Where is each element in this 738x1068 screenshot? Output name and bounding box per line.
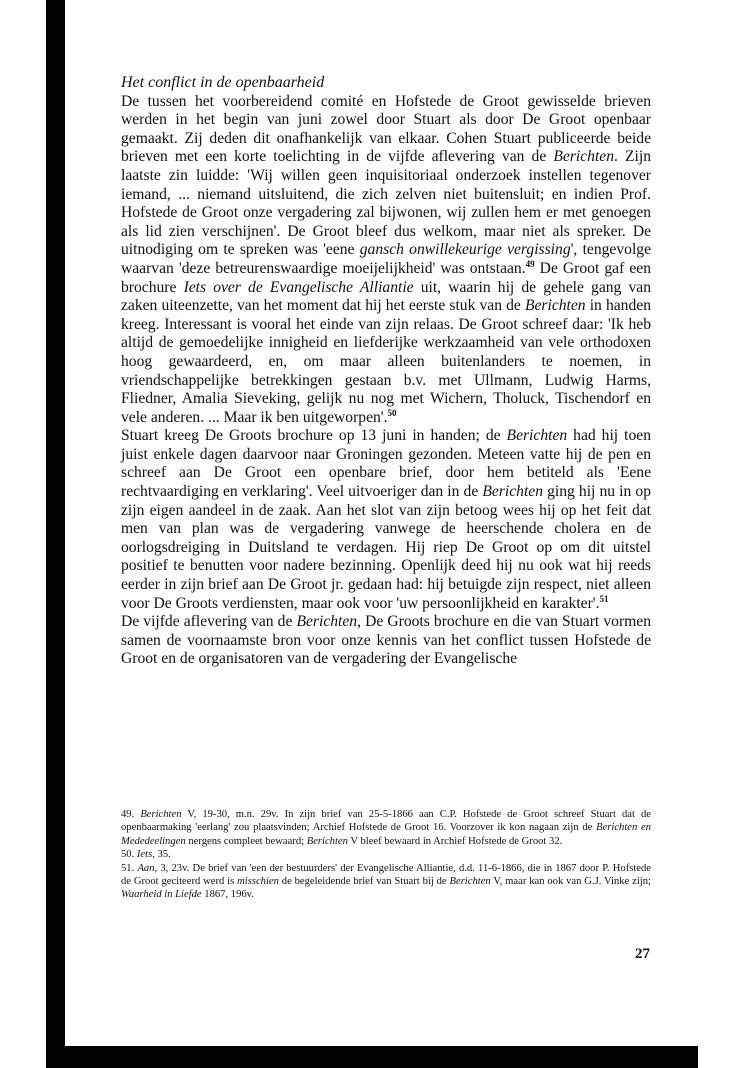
text-run: Stuart kreeg De Groots brochure op 13 juni in handen; de — [121, 427, 507, 445]
text-run: ging hij nu in op zijn eigen aandeel in de zaak. Aan het slot van zijn betoog wees hij op het feit dat men van plan was de vergadering vanwege de heerschende cholera en de oorlogsdreiging in Duitsland te verdagen. Hij riep De Groot op om dit uitstel positief te benutten voor nadere bezinning. Openlijk deed hij nu ook wat hij reeds eerder in zijn brief aan De Groot jr. gedaan had: hij betuigde zijn respect, niet alleen voor De Groots verdiensten, maar ook voor 'uw persoonlijkheid en karakter'. — [121, 483, 652, 612]
text-run: 49. — [121, 809, 141, 820]
text-run: , De Groots brochure en die van Stuart vormen samen de voornaamste bron voor onze kennis van het conflict tussen Hofstede de Groot en de organisatoren van de vergadering der Evangelische — [121, 613, 651, 668]
footnote-ref-50: 50 — [387, 407, 397, 418]
text-run: 51. — [121, 862, 138, 874]
italic-emphasis: misschien — [237, 876, 279, 888]
paragraph-1 — [121, 93, 651, 428]
scan-left-border — [46, 0, 65, 1068]
footnote-49 — [121, 808, 651, 848]
scan-bottom-border — [46, 1046, 698, 1068]
italic-title: Aan — [137, 862, 155, 874]
footnote-ref-51: 51 — [599, 593, 609, 604]
text-run: had hij toen juist enkele dagen daarvoor naar Groningen gezonden. Meteen vatte hij de pen en schreef aan De Groot een openbare brief, door hem betiteld als 'Eene rechtvaardiging en verklaring'. Veel uitvoeriger dan in de — [121, 427, 651, 501]
text-run: uit, waarin hij de gehele gang van zaken uiteenzette, van het moment dat hij het eerste stuk van de — [121, 278, 651, 315]
italic-quote: gansch onwillekeurige vergissing — [359, 241, 571, 259]
text-run: 50. — [121, 849, 137, 861]
italic-title: Berichten — [506, 427, 568, 445]
footnote-ref-49: 49 — [525, 258, 535, 269]
italic-title: Berichten en Mededeelingen — [121, 822, 652, 847]
text-run: 1867, 196v. — [201, 889, 254, 901]
text-run: de begeleidende brief van Stuart bij de — [278, 876, 450, 888]
text-run: ', tengevolge waarvan 'deze betreurenswaardige moeijelijkheid' was ontstaan. — [121, 241, 651, 277]
text-run: in handen kreeg. Interessant is vooral het einde van zijn relaas. De Groot schreef daar: 'Ik heb altijd de gemoedelijke innigheid en liefderijke werkzaamheid van vele orthodoxen hoog gewaardeerd, en, om maar alleen buitenlanders te noemen, in vriendschappelijke betrekkingen gestaan b.v. met Ullmann, Ludwig Harms, Fliedner, Amalia Sieveking, gelijk nu nog met Wichern, Tholuck, Tischendorf en vele anderen. ... Maar ik ben uitgeworpen'. — [121, 297, 651, 426]
text-run: De vijfde aflevering van de — [121, 613, 297, 631]
text-run: . Zijn laatste zin luidde: 'Wij willen geen inquisitoriaal onderzoek instellen tegenover iemand, ... niemand uitsluitend, die zich zelven niet buitensluit; en indien Prof. Hofstede de Groot onze vergadering zal bijwonen, wij zullen hem er met genoegen als lid zien verschijnen'. De Groot bleef dus welkom, maar niet als spreker. De uitnodiging om te spreken was 'eene — [121, 148, 651, 259]
italic-title: Berichten — [306, 835, 348, 847]
footnote-50 — [121, 848, 651, 861]
text-run: V, 19-30, m.n. 29v. In zijn brief van 25-5-1866 aan C.P. Hofstede de Groot schreef Stuart dat de openbaarmaking 'eerlang' zou plaatsvinden; Archief Hofstede de Groot 16. Voorzover ik kon nagaan zijn de — [121, 809, 652, 834]
text-run: V, maar kan ook van G.J. Vinke zijn; — [490, 876, 651, 888]
footnotes — [121, 808, 651, 902]
text-run: , 35. — [152, 849, 171, 861]
footnote-51 — [121, 862, 651, 902]
paragraph-3 — [121, 613, 651, 669]
italic-title: Berichten — [524, 297, 586, 315]
text-run: nergens compleet bewaard; — [185, 835, 307, 847]
text-run: V bleef bewaard in Archief Hofstede de Groot 32. — [347, 835, 563, 847]
italic-title: Iets over de Evangelische Alliantie — [183, 278, 414, 296]
italic-title: Berichten — [553, 148, 614, 166]
italic-title: Berichten — [482, 483, 543, 501]
section-title: Het conflict in de openbaarheid — [121, 74, 325, 91]
italic-title: Berichten — [140, 809, 182, 820]
text-run: , 3, 23v. De brief van 'een der bestuurders' der Evangelische Alliantie, d.d. 11-6-1866, die in 1867 door P. Hofstede de Groot geciteerd werd is — [121, 862, 651, 888]
paragraph-2 — [121, 427, 651, 613]
italic-title: Iets — [136, 849, 153, 861]
italic-title: Berichten — [449, 876, 491, 888]
page-body — [121, 74, 651, 669]
italic-title: Berichten — [296, 613, 358, 631]
text-run: De Groot gaf een brochure — [121, 259, 651, 296]
italic-title: Waarheid in Liefde — [121, 889, 202, 901]
text-run: De tussen het voorbereidend comité en Hofstede de Groot gewisselde brieven werden in het begin van juni zowel door Stuart als door De Groot openbaar gemaakt. Zij deden dit onafhankelijk van elkaar. Cohen Stuart publiceerde beide brieven met een korte toelichting in de vijfde aflevering van de — [121, 92, 651, 166]
page-number: 27 — [635, 946, 650, 962]
